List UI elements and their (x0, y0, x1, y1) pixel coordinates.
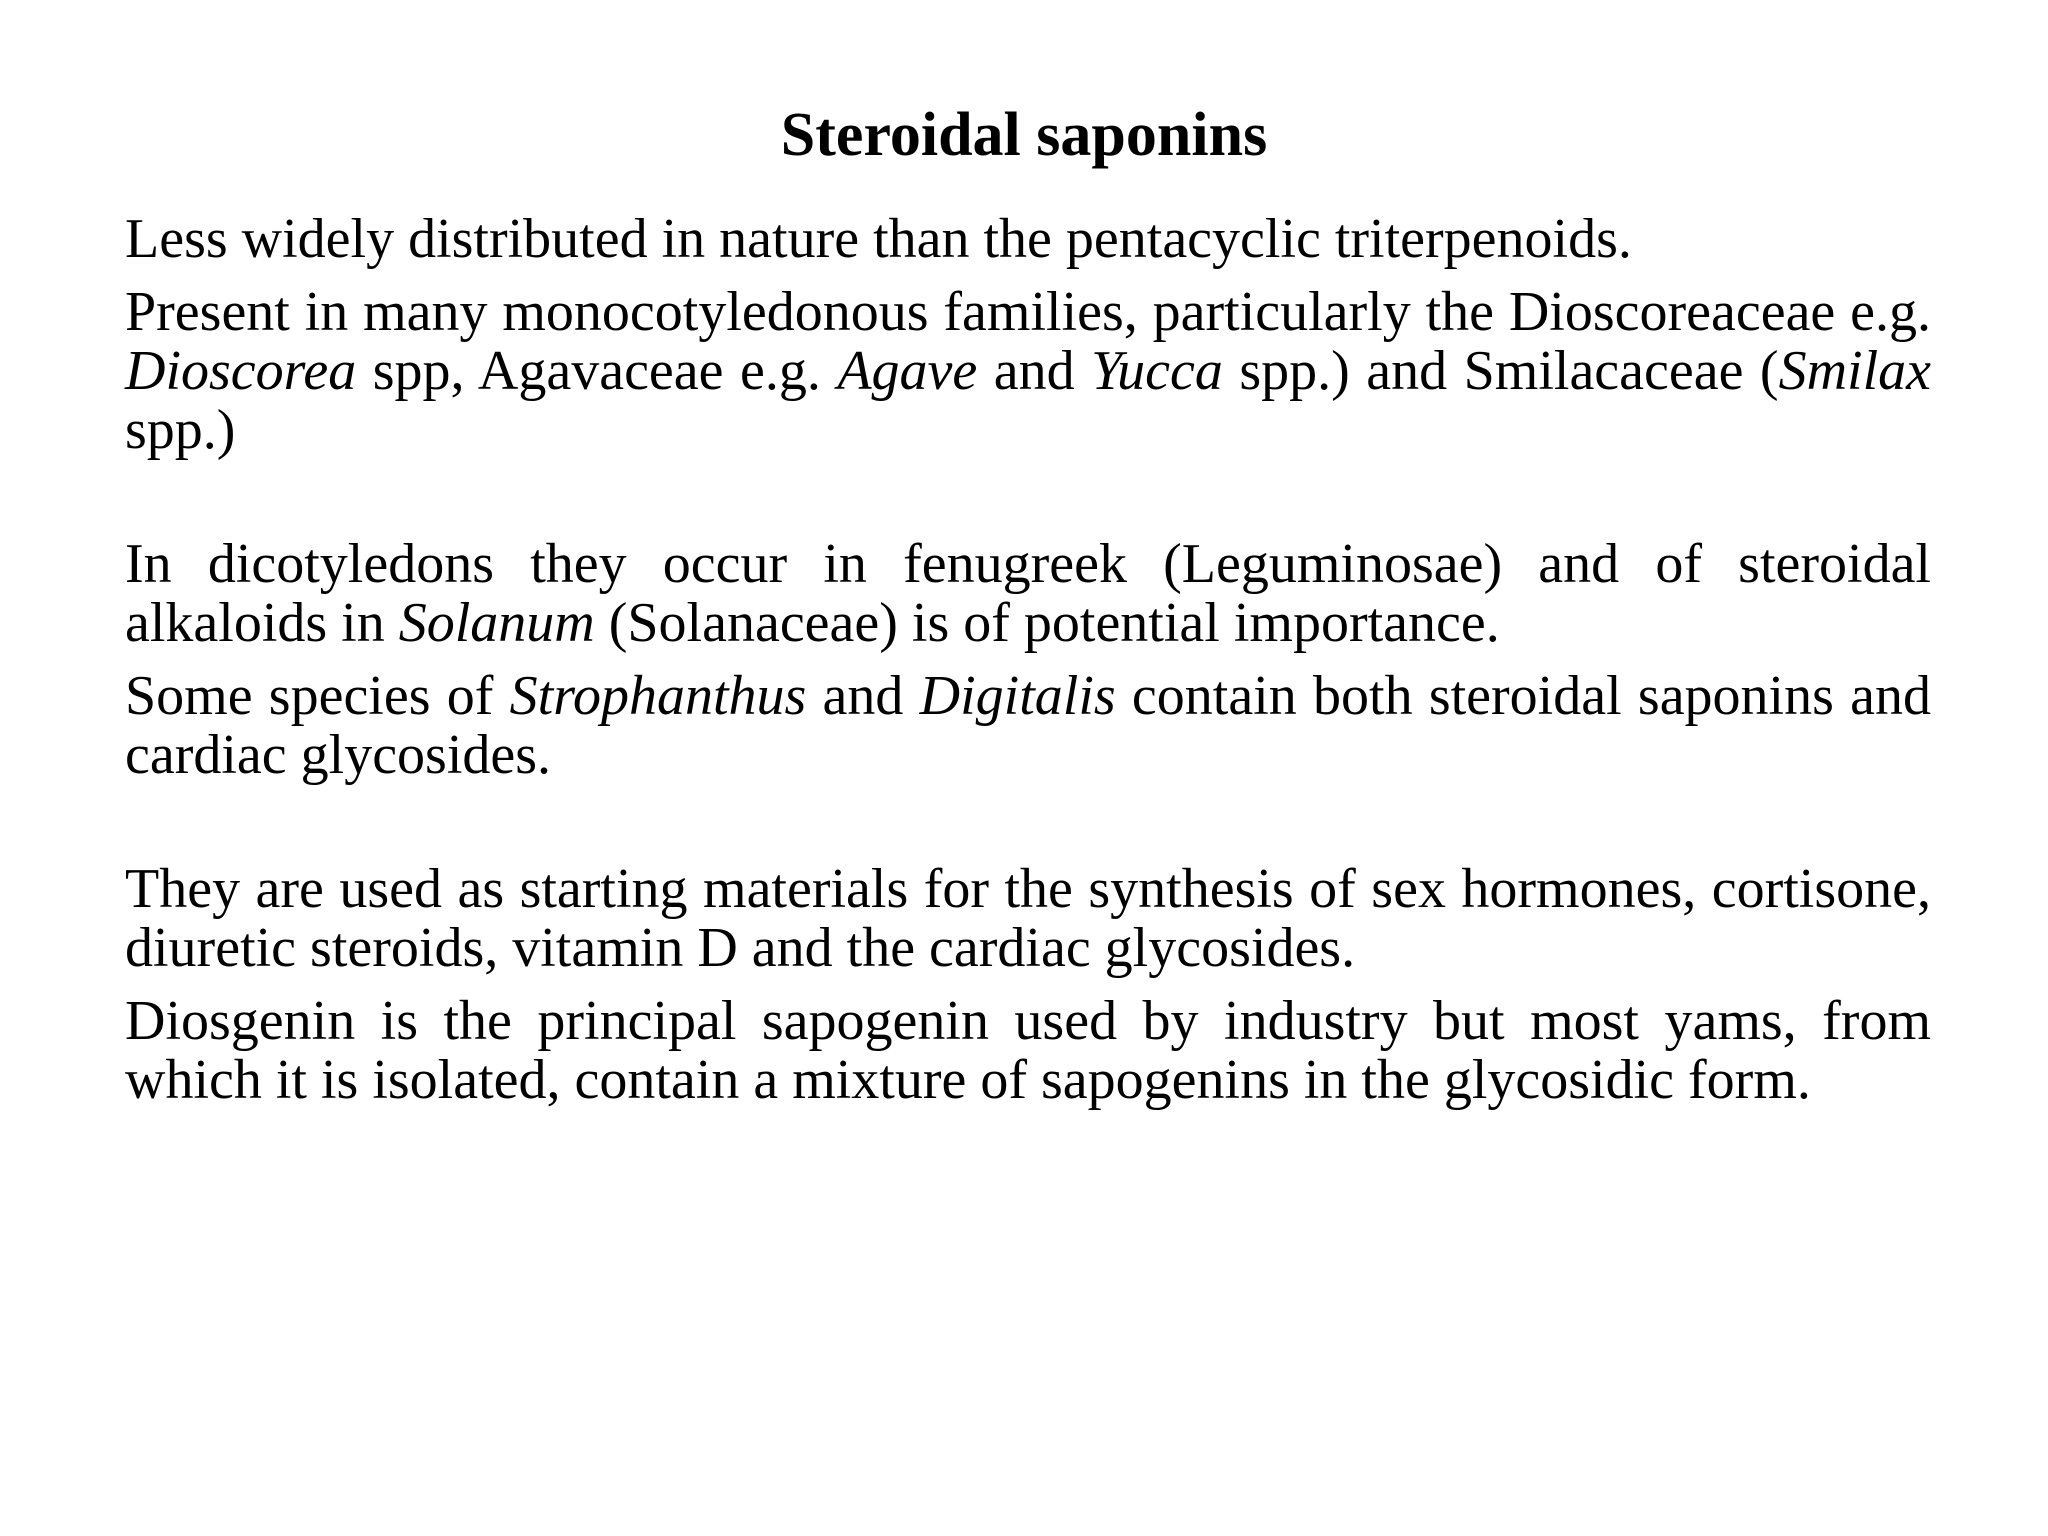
paragraph-dicotyledons (125, 535, 1931, 653)
genus-agave: Agave (837, 340, 978, 402)
genus-solanum: Solanum (398, 592, 595, 654)
text-run: and (977, 340, 1092, 402)
paragraph-distribution: Less widely distributed in nature than the pentacyclic triterpenoids. (125, 208, 1632, 270)
slide-title: Steroidal saponins (780, 101, 1268, 169)
text-run: contain both steroidal saponins and cardiac glycosides. (125, 665, 1932, 786)
slide-body (125, 210, 1931, 1124)
genus-dioscorea: Dioscorea (125, 340, 357, 402)
text-run: and (806, 665, 920, 727)
text-run: Some species of (125, 665, 510, 727)
paragraph-uses: They are used as starting materials for the synthesis of sex hormones, cortisone, diuretic steroids, vitamin D and the cardiac glycosides. (125, 858, 1931, 979)
genus-yucca: Yucca (1091, 340, 1223, 402)
paragraph-species (125, 667, 1931, 785)
genus-digitalis: Digitalis (919, 665, 1116, 727)
paragraph-monocotyledons (125, 283, 1931, 460)
paragraph-diosgenin: Diosgenin is the principal sapogenin used by industry but most yams, from which it is isolated, contain a mixture of sapogenins in the glycosidic form. (125, 990, 1931, 1111)
text-run: Present in many monocotyledonous families, particularly the Dioscoreaceae e.g. (125, 281, 1931, 343)
text-run: spp, Agavaceae e.g. (356, 340, 838, 402)
text-run: spp.) (125, 399, 236, 461)
text-run: (Solanaceae) is of potential importance. (594, 592, 1500, 654)
text-run: In dicotyledons they occur in fenugreek (Leguminosae) and of steroidal alkaloids in (125, 533, 1931, 654)
genus-smilax: Smilax (1778, 340, 1932, 402)
genus-strophanthus: Strophanthus (509, 665, 807, 727)
text-run: spp.) and Smilacaceae ( (1222, 340, 1779, 402)
